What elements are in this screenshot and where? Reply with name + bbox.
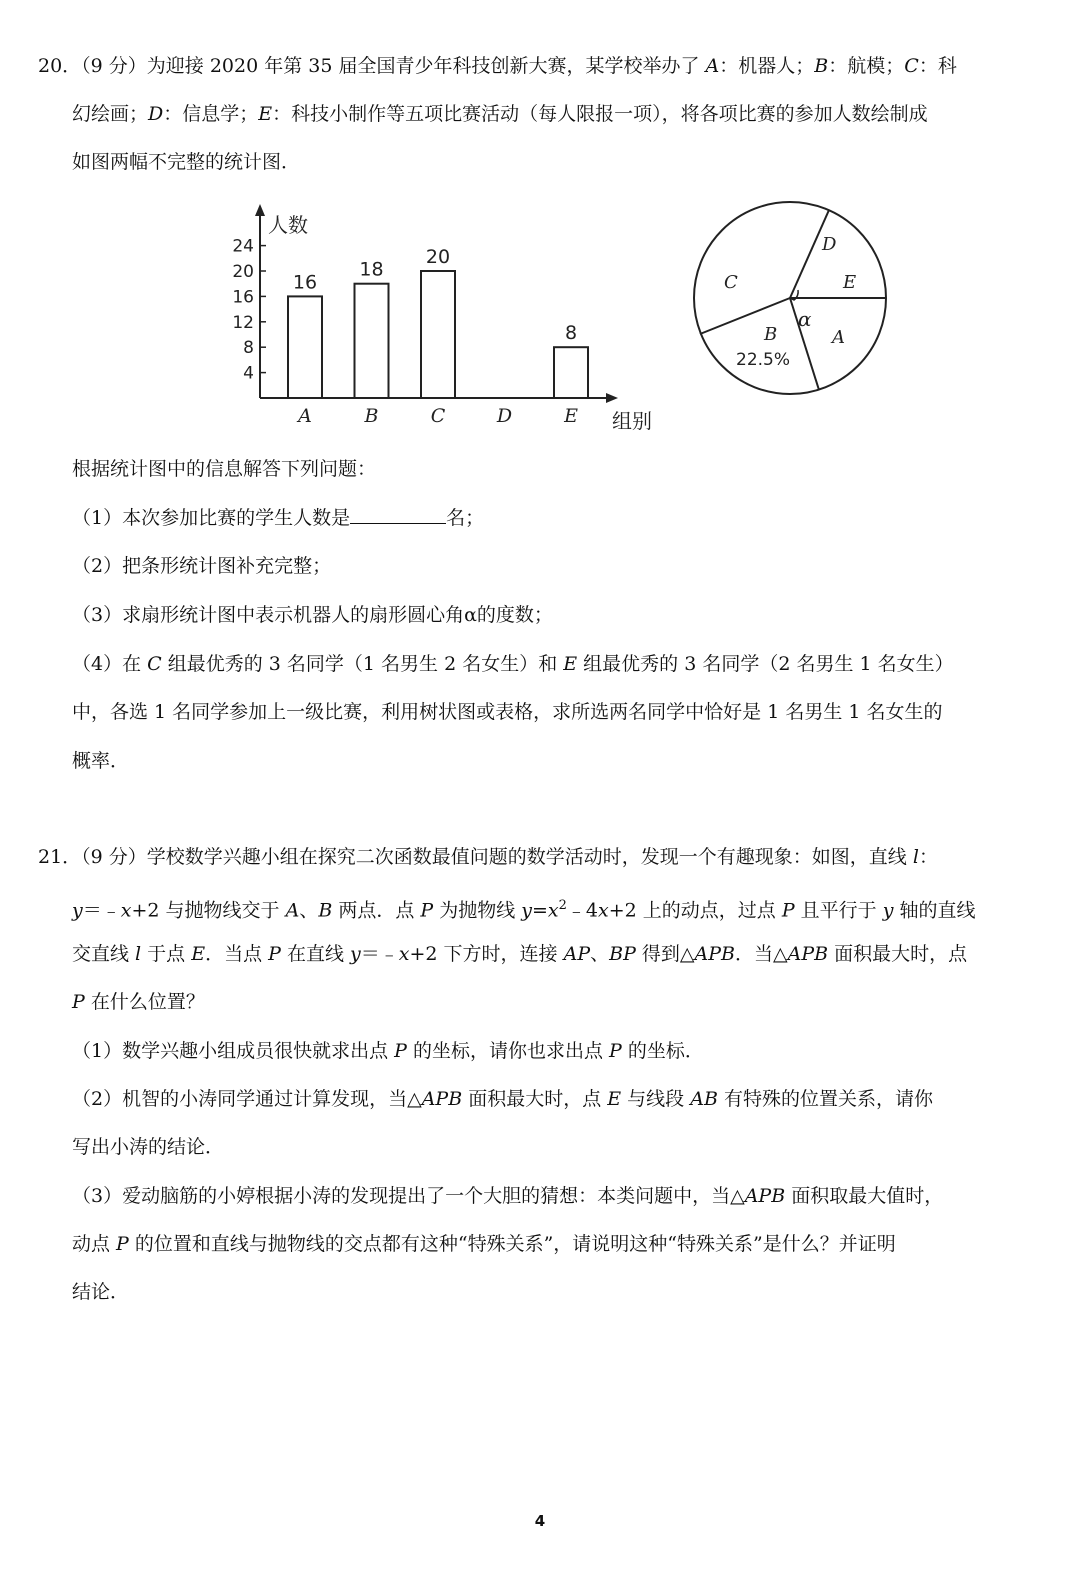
q20-part-1: （1）本次参加比赛的学生人数是 名； [72, 507, 485, 529]
y-tick-label: 20 [232, 262, 254, 282]
bar-C [421, 271, 455, 398]
q21-line-1: 21．（9 分）学校数学兴趣小组在探究二次函数最值问题的数学活动时，发现一个有趣现象：如图，直线 l： [38, 846, 938, 868]
pie-label-A: A [832, 327, 845, 348]
q20-part-3: （3）求扇形统计图中表示机器人的扇形圆心角α的度数； [72, 604, 553, 626]
q21-line-4: P 在什么位置？ [72, 991, 205, 1013]
q20-intro-line-1: 20．（9 分）为迎接 2020 年第 35 届全国青少年科技创新大赛，某学校举办了 A：机器人；B：航模；C：科 [38, 55, 957, 77]
bar-value-label-B: 18 [359, 258, 384, 281]
bar-chart [220, 200, 680, 440]
pie-label-C: C [724, 272, 738, 293]
bar-A [288, 296, 322, 398]
q21-part-2-line-1: （2）机智的小涛同学通过计算发现，当△APB 面积最大时，点 E 与线段 AB 有特殊的位置关系，请你 [72, 1088, 933, 1110]
q20-part-4-line-3: 概率． [72, 750, 130, 772]
q20-intro-line-2: 幻绘画；D：信息学；E：科技小制作等五项比赛活动（每人限报一项），将各项比赛的参加人数绘制成 [72, 103, 928, 125]
q20-prompt: 根据统计图中的信息解答下列问题： [72, 458, 377, 480]
q21-part-3-line-3: 结论． [72, 1281, 130, 1303]
pie-label-E: E [843, 272, 857, 293]
bar-value-label-A: 16 [292, 271, 318, 294]
category-label-C: C [430, 405, 446, 427]
q21-line-3: 交直线 l 于点 E．当点 P 在直线 y＝﹣x+2 下方时，连接 AP、BP 得到△APB．当△APB 面积最大时，点 [72, 943, 968, 965]
y-tick-label: 12 [232, 312, 254, 333]
pie-label-B: B [764, 324, 778, 345]
bar-E [554, 347, 588, 398]
y-tick-label: 4 [243, 363, 254, 384]
category-label-A: A [298, 405, 312, 427]
category-label-D: D [496, 405, 513, 427]
y-tick-label: 24 [232, 236, 254, 257]
bar-value-label-E: 8 [564, 322, 578, 345]
q20-intro-line-3: 如图两幅不完整的统计图． [72, 151, 301, 173]
q21-part-3-line-1: （3）爱动脑筋的小婷根据小涛的发现提出了一个大胆的猜想：本类问题中，当△APB 面积取最大值时， [72, 1185, 944, 1207]
bar-x-label: 组别 [612, 409, 652, 433]
bar-y-label: 人数 [268, 213, 308, 237]
pie-chart [680, 200, 900, 420]
pie-alpha-label: α [798, 307, 812, 331]
page-number: 4 [534, 1512, 546, 1530]
pie-label-D: D [822, 234, 837, 255]
answer-blank [350, 505, 446, 524]
q20-part-2: （2）把条形统计图补充完整； [72, 555, 332, 577]
bar-B [355, 284, 389, 398]
y-tick-label: 8 [243, 338, 254, 359]
q21-part-1: （1）数学兴趣小组成员很快就求出点 P 的坐标，请你也求出点 P 的坐标． [72, 1040, 704, 1062]
q20-part-4-line-1: （4）在 C 组最优秀的 3 名同学（1 名男生 2 名女生）和 E 组最优秀的 3 名同学（2 名男生 1 名女生） [72, 653, 954, 675]
q21-line-2: y＝﹣x+2 与抛物线交于 A、B 两点．点 P 为抛物线 $y=x^2﹣4x+2$ 上的动点，过点 P 且平行于 y 轴的直线 [72, 898, 976, 922]
category-label-E: E [564, 405, 578, 427]
q21-part-3-line-2: 动点 P 的位置和直线与抛物线的交点都有这种“特殊关系”，请说明这种“特殊关系”是什么？并证明 [72, 1233, 896, 1255]
pie-pct-B: 22.5% [736, 350, 791, 370]
q21-part-2-line-2: 写出小涛的结论． [72, 1136, 225, 1158]
y-tick-label: 16 [232, 287, 254, 308]
q20-part-4-line-2: 中，各选 1 名同学参加上一级比赛，利用树状图或表格，求所选两名同学中恰好是 1 名男生 1 名女生的 [72, 701, 943, 723]
bar-value-label-C: 20 [425, 246, 451, 268]
category-label-B: B [364, 405, 379, 427]
